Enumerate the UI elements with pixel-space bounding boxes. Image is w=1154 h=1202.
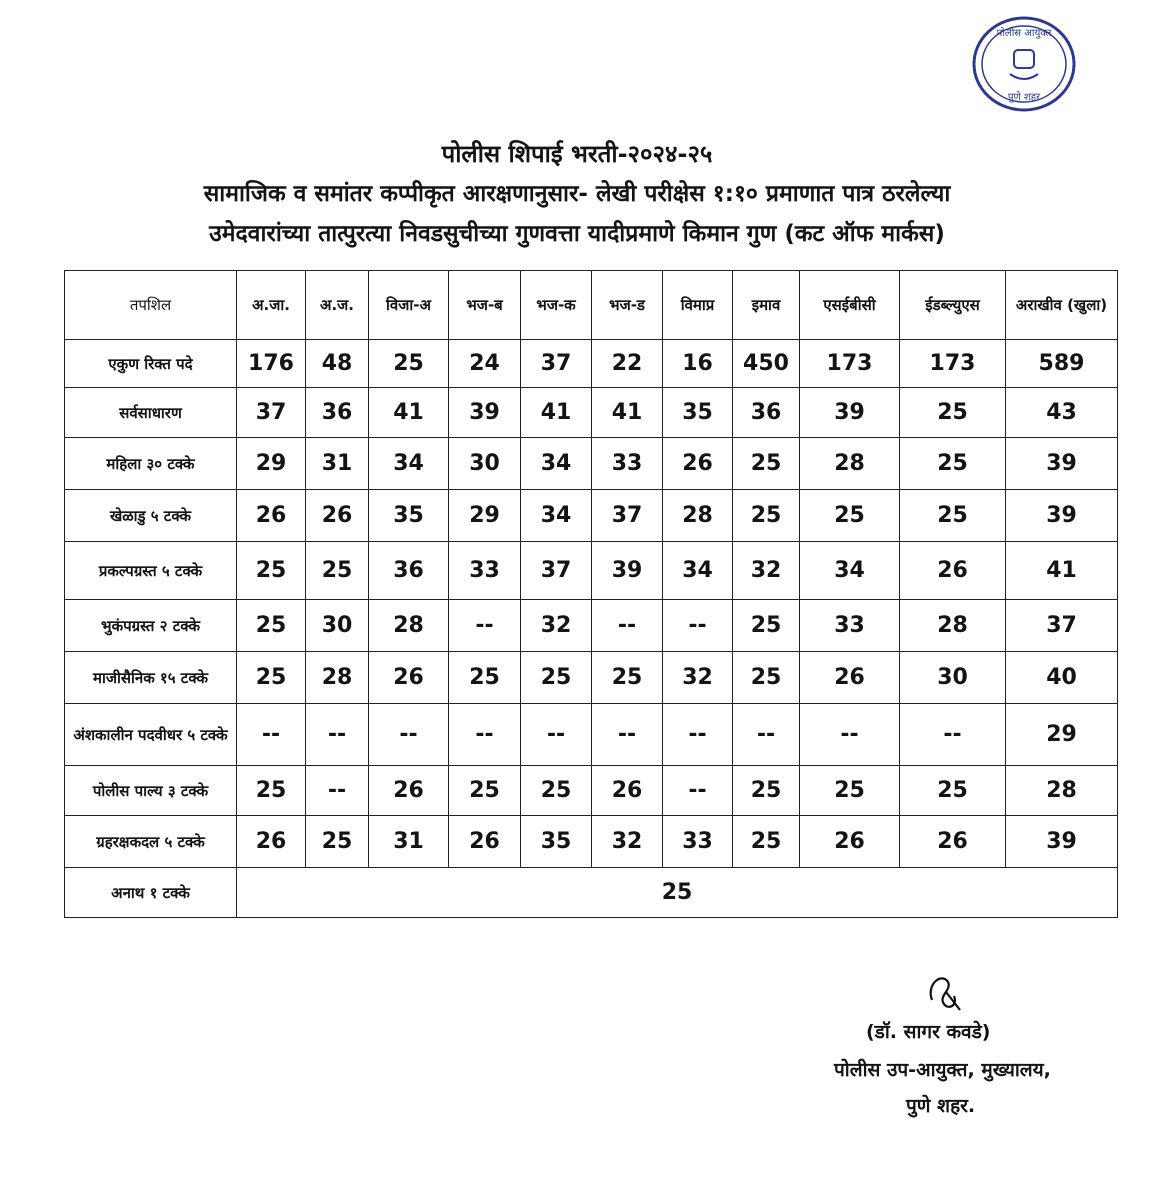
cutoff-cell: 37 <box>237 388 306 438</box>
cutoff-cell: 25 <box>237 766 306 816</box>
cutoff-cell: -- <box>900 704 1006 766</box>
cutoff-cell: 36 <box>733 388 800 438</box>
cutoff-cell: 37 <box>521 340 592 388</box>
cutoff-cell: 28 <box>800 438 900 490</box>
cutoff-cell: 25 <box>521 652 592 704</box>
cutoff-cell: 33 <box>449 542 521 600</box>
cutoff-cell: 28 <box>369 600 449 652</box>
cutoff-cell: 26 <box>449 816 521 868</box>
cutoff-cell: 25 <box>449 766 521 816</box>
table-row <box>65 340 1118 388</box>
cutoff-cell: 30 <box>900 652 1006 704</box>
cutoff-cell: 173 <box>900 340 1006 388</box>
cutoff-cell: -- <box>592 600 663 652</box>
handwritten-signature <box>924 970 964 1016</box>
cutoff-cell: 25 <box>733 766 800 816</box>
cutoff-cell: -- <box>306 704 369 766</box>
cutoff-cell: 450 <box>733 340 800 388</box>
cutoff-cell: 41 <box>521 388 592 438</box>
cutoff-cell: 28 <box>306 652 369 704</box>
row-label: महिला ३० टक्के <box>65 438 237 490</box>
table-row <box>65 704 1118 766</box>
cutoff-cell: 25 <box>733 438 800 490</box>
cutoff-cell: 34 <box>663 542 733 600</box>
title-line-1: पोलीस शिपाई भरती-२०२४-२५ <box>441 140 713 168</box>
column-header: एसईबीसी <box>800 271 900 340</box>
cutoff-cell: -- <box>663 766 733 816</box>
cutoff-cell: 32 <box>733 542 800 600</box>
cutoff-cell: 35 <box>369 490 449 542</box>
cutoff-cell: 25 <box>592 652 663 704</box>
cutoff-cell: 32 <box>592 816 663 868</box>
signatory-designation: पोलीस उप-आयुक्त, मुख्यालय, <box>834 1059 1051 1081</box>
cutoff-cell: 173 <box>800 340 900 388</box>
cutoff-cell: 31 <box>306 438 369 490</box>
cutoff-cell: 39 <box>449 388 521 438</box>
cutoff-cell: -- <box>663 704 733 766</box>
row-label: खेळाडु ५ टक्के <box>65 490 237 542</box>
cutoff-cell: -- <box>733 704 800 766</box>
column-header: ईडब्ल्युएस <box>900 271 1006 340</box>
table-header-row <box>65 271 1118 340</box>
cutoff-cell: 25 <box>521 766 592 816</box>
cutoff-cell: 41 <box>369 388 449 438</box>
cutoff-cell: 41 <box>592 388 663 438</box>
cutoff-cell: 25 <box>733 816 800 868</box>
cutoff-cell: 34 <box>521 438 592 490</box>
cutoff-cell: 25 <box>306 816 369 868</box>
column-header: विजा-अ <box>369 271 449 340</box>
cutoff-cell: 37 <box>592 490 663 542</box>
cutoff-cell: 16 <box>663 340 733 388</box>
cutoff-cell: 35 <box>663 388 733 438</box>
cutoff-cell: 25 <box>237 600 306 652</box>
cutoff-cell: 26 <box>592 766 663 816</box>
table-row <box>65 438 1118 490</box>
cutoff-cell: 26 <box>900 542 1006 600</box>
cutoff-cell: -- <box>306 766 369 816</box>
cutoff-cell: 33 <box>800 600 900 652</box>
cutoff-cell: 37 <box>1006 600 1118 652</box>
cutoff-cell: -- <box>449 600 521 652</box>
cutoff-cell: 26 <box>663 438 733 490</box>
title-line-3: उमेदवारांच्या तात्पुरत्या निवडसुचीच्या गुणवत्ता यादीप्रमाणे किमान गुण (कट ऑफ मार्कस) <box>209 221 945 247</box>
column-header: अ.जा. <box>237 271 306 340</box>
cutoff-cell: 41 <box>1006 542 1118 600</box>
cutoff-cell: 34 <box>369 438 449 490</box>
cutoff-cell: 25 <box>369 340 449 388</box>
column-header: विमाप्र <box>663 271 733 340</box>
cutoff-cell: 39 <box>1006 490 1118 542</box>
cutoff-cell: 30 <box>306 600 369 652</box>
cutoff-cell: 34 <box>800 542 900 600</box>
cutoff-cell: 28 <box>1006 766 1118 816</box>
signatory-name: (डॉ. सागर कवडे) <box>866 1021 991 1043</box>
cutoff-cell: 176 <box>237 340 306 388</box>
title-line-2: सामाजिक व समांतर कप्पीकृत आरक्षणानुसार- लेखी परीक्षेस १:१० प्रमाणात पात्र ठरलेल्या <box>203 181 951 207</box>
cutoff-cell: 33 <box>663 816 733 868</box>
cutoff-cell: 31 <box>369 816 449 868</box>
cutoff-cell: 26 <box>306 490 369 542</box>
cutoff-cell: 43 <box>1006 388 1118 438</box>
column-header: भज-ड <box>592 271 663 340</box>
column-header: अराखीव (खुला) <box>1006 271 1118 340</box>
cutoff-cell: 26 <box>237 490 306 542</box>
cutoff-cell: 26 <box>369 652 449 704</box>
police-commissioner-seal <box>970 14 1078 114</box>
column-header: अ.ज. <box>306 271 369 340</box>
cutoff-cell: 39 <box>592 542 663 600</box>
cutoff-cell: 29 <box>237 438 306 490</box>
cutoff-cell: 33 <box>592 438 663 490</box>
cutoff-cell: 39 <box>1006 816 1118 868</box>
cutoff-cell: 26 <box>237 816 306 868</box>
cutoff-cell: 28 <box>663 490 733 542</box>
row-label: पोलीस पाल्य ३ टक्के <box>65 766 237 816</box>
cutoff-cell: 26 <box>800 816 900 868</box>
table-row <box>65 652 1118 704</box>
cutoff-cell: 25 <box>900 438 1006 490</box>
row-label: अंशकालीन पदवीधर ५ टक्के <box>65 704 237 766</box>
cutoff-cell: 26 <box>800 652 900 704</box>
cutoff-cell: 25 <box>800 490 900 542</box>
column-header: इमाव <box>733 271 800 340</box>
row-label: माजीसैनिक १५ टक्के <box>65 652 237 704</box>
cutoff-cell: 25 <box>237 542 306 600</box>
cutoff-cell: 28 <box>900 600 1006 652</box>
cutoff-cell: 39 <box>1006 438 1118 490</box>
svg-text:पोलीस आयुक्त: पोलीस आयुक्त <box>996 28 1052 39</box>
row-label: भुकंपग्रस्त २ टक्के <box>65 600 237 652</box>
row-label: अनाथ १ टक्के <box>65 868 237 918</box>
cutoff-cell: 25 <box>237 652 306 704</box>
cutoff-cell: 25 <box>449 652 521 704</box>
corner-header: तपशिल <box>65 271 237 340</box>
cutoff-cell: 24 <box>449 340 521 388</box>
cutoff-cell: 40 <box>1006 652 1118 704</box>
cutoff-cell: 22 <box>592 340 663 388</box>
row-label: प्रकल्पग्रस्त ५ टक्के <box>65 542 237 600</box>
cutoff-cell: -- <box>663 600 733 652</box>
cutoff-cell: 29 <box>449 490 521 542</box>
cutoff-cell: 25 <box>900 766 1006 816</box>
cutoff-cell: 48 <box>306 340 369 388</box>
svg-text:पुणे शहर: पुणे शहर <box>1007 92 1041 103</box>
cutoff-cell: -- <box>800 704 900 766</box>
row-label: ग्रहरक्षकदल ५ टक्के <box>65 816 237 868</box>
column-header: भज-क <box>521 271 592 340</box>
cutoff-cell: 37 <box>521 542 592 600</box>
table-row <box>65 388 1118 438</box>
row-label: सर्वसाधारण <box>65 388 237 438</box>
table-row <box>65 490 1118 542</box>
cutoff-cell: 25 <box>306 542 369 600</box>
cutoff-marks-table <box>64 270 1118 918</box>
table-row-orphan <box>65 868 1118 918</box>
cutoff-cell: 25 <box>900 388 1006 438</box>
cutoff-cell: -- <box>237 704 306 766</box>
cutoff-cell: 36 <box>306 388 369 438</box>
table-row <box>65 542 1118 600</box>
cutoff-cell: 30 <box>449 438 521 490</box>
cutoff-cell: 32 <box>521 600 592 652</box>
cutoff-cell: -- <box>521 704 592 766</box>
cutoff-cell: 25 <box>800 766 900 816</box>
table-row <box>65 600 1118 652</box>
cutoff-cell: 26 <box>369 766 449 816</box>
cutoff-cell: 39 <box>800 388 900 438</box>
orphan-cutoff-cell: 25 <box>237 868 1118 918</box>
cutoff-cell: -- <box>369 704 449 766</box>
cutoff-cell: 589 <box>1006 340 1118 388</box>
cutoff-cell: 32 <box>663 652 733 704</box>
cutoff-cell: 26 <box>900 816 1006 868</box>
cutoff-cell: -- <box>592 704 663 766</box>
table-row <box>65 816 1118 868</box>
cutoff-cell: 35 <box>521 816 592 868</box>
table-row <box>65 766 1118 816</box>
cutoff-cell: 34 <box>521 490 592 542</box>
document-title <box>0 134 1154 254</box>
cutoff-cell: 25 <box>900 490 1006 542</box>
cutoff-cell: 29 <box>1006 704 1118 766</box>
column-header: भज-ब <box>449 271 521 340</box>
cutoff-cell: -- <box>449 704 521 766</box>
cutoff-cell: 25 <box>733 600 800 652</box>
cutoff-cell: 25 <box>733 490 800 542</box>
row-label: एकुण रिक्त पदे <box>65 340 237 388</box>
signatory-city: पुणे शहर. <box>906 1095 976 1117</box>
cutoff-cell: 25 <box>733 652 800 704</box>
cutoff-cell: 36 <box>369 542 449 600</box>
